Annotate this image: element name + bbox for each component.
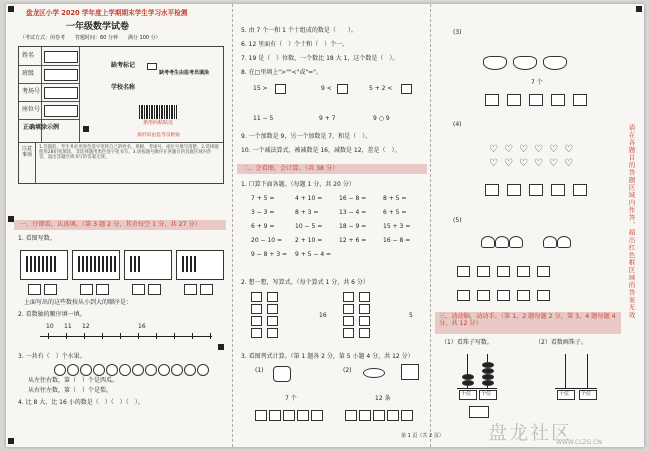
fruit-icon: [158, 364, 170, 376]
banana-icon: [513, 56, 537, 70]
answer-box[interactable]: [96, 284, 109, 295]
fill-box[interactable]: [343, 328, 354, 338]
counting-stick: [82, 256, 84, 272]
answer-box[interactable]: [148, 284, 161, 295]
reg-mark-bl: [8, 438, 14, 444]
absent-mark-note: 缺考考生由监考员填涂: [159, 70, 210, 76]
counting-stick: [30, 256, 32, 272]
heart-icon: ♡: [504, 158, 513, 169]
fill-box[interactable]: [359, 304, 370, 314]
student-info-table: [18, 46, 224, 184]
part-5-label: (5): [453, 217, 462, 224]
q7-text: 7. 19 是（ ）位数，一个数比 18 大 1，这个数是（ ）。: [241, 55, 399, 62]
counting-stick: [98, 256, 100, 272]
part-5-box[interactable]: [457, 266, 470, 277]
q4-text: 4. 比 8 大，比 16 小的数是（ ）（ ）（ ）。: [18, 399, 144, 406]
numline-tick: [120, 333, 121, 339]
oral-item: 16 − 8 =: [383, 237, 411, 244]
counting-stick: [78, 256, 80, 272]
part-5-box[interactable]: [497, 290, 510, 301]
heart-icon: ♡: [519, 144, 528, 155]
answer-box[interactable]: [80, 284, 93, 295]
counting-stick: [106, 256, 108, 272]
oral-item: 15 + 3 =: [383, 223, 411, 230]
column-1: [6, 4, 230, 447]
oral-item: 9 + 5 − 4 =: [295, 251, 332, 258]
q1-text: 1. 看图写数。: [18, 235, 56, 242]
heart-icon: ♡: [534, 158, 543, 169]
absent-mark-box[interactable]: [147, 63, 157, 70]
fill-box[interactable]: [343, 292, 354, 302]
oral-item: 18 − 9 =: [339, 223, 367, 230]
part-3-count: 7 个: [531, 79, 543, 86]
section-1-band: [14, 220, 226, 230]
pic-num-1: (1): [255, 367, 264, 374]
oral-item: 8 + 3 =: [295, 209, 319, 216]
barcode-label: 条形码粘贴处: [143, 120, 174, 126]
pic-answer-box[interactable]: [255, 410, 267, 421]
fish-icon: [363, 368, 385, 378]
answer-box[interactable]: [184, 284, 197, 295]
watermark-url: WWW.CLZG.CN: [556, 439, 602, 446]
q3b-text: 从右往左数，第（ ）个是梨。: [28, 387, 113, 394]
cmp-1: 15 >: [253, 85, 268, 92]
counting-stick: [90, 256, 92, 272]
q9-text: 9. 一个加数是 9，另一个加数是 7，和是（ ）。: [241, 133, 372, 140]
basket-icon: [273, 366, 291, 382]
oral-item: 10 − 5 =: [295, 223, 323, 230]
cake-icon: [509, 236, 523, 248]
numline-tick: [210, 333, 211, 339]
pic-answer-box[interactable]: [401, 410, 413, 421]
cmp-5: 9 + 7: [319, 115, 336, 122]
q2-text: 2. 看数轴的顺序填一填。: [18, 311, 86, 318]
counting-stick: [46, 256, 48, 272]
fill-example-mark: [83, 126, 89, 132]
q1-order-line: 上面写出的这些数按从小到大的顺序是：: [24, 299, 133, 306]
fill-box[interactable]: [267, 304, 278, 314]
heart-icon: ♡: [504, 144, 513, 155]
fruit-icon: [197, 364, 209, 376]
fill-example-label: 正确填涂示例: [23, 124, 60, 131]
seat-field[interactable]: [44, 105, 78, 117]
q3a-text: 从左往右数，第（ ）个是西瓜。: [28, 377, 119, 384]
part-5-box[interactable]: [477, 290, 490, 301]
side-note: 请在各题目的答题区域内作答，超出红色框区域的答案无效: [627, 124, 636, 319]
oral-intro: 1. 口算下面各题。（每题 1 分，共 20 分）: [241, 181, 355, 188]
notes-text: 1.答题前，考生务必用黑色签字笔将自己的姓名、班级、考场号、座位号填写清楚。2.选择题使用2B铅笔填涂，非选择题用黑色签字笔书写。3.请按题号顺序在各题目的答题区域内作答，超出答题区域书写的答案无效。: [39, 145, 219, 161]
counting-stick: [38, 256, 40, 272]
fruit-icon: [80, 364, 92, 376]
answer-box[interactable]: [28, 284, 41, 295]
reg-mark-tl: [8, 6, 14, 12]
part-3-box[interactable]: [485, 94, 499, 106]
part-5-box[interactable]: [477, 266, 490, 277]
oral-item: 2 + 10 =: [295, 237, 323, 244]
pic-num-2: (2): [343, 367, 352, 374]
fill-box[interactable]: [359, 316, 370, 326]
section-2-title: 二、会看图，会计算。（共 38 分）: [243, 165, 339, 172]
pic-label-1: 7 个: [285, 395, 297, 402]
counting-stick: [190, 256, 192, 272]
abacus-2-ones: 个位: [581, 391, 592, 397]
heart-icon: ♡: [564, 144, 573, 155]
notes-label: 注意事项: [22, 146, 33, 158]
part-3-label: (3): [453, 29, 462, 36]
abacus-2-tens: 十位: [559, 391, 570, 397]
q8-text: 8. 在□里填上">""<"或"="。: [241, 69, 322, 76]
counting-stick: [102, 256, 104, 272]
fruit-icon: [54, 364, 66, 376]
class-field[interactable]: [44, 69, 78, 81]
fruit-icon: [184, 364, 196, 376]
part-4-box[interactable]: [529, 184, 543, 196]
cmp-box-1[interactable]: [275, 84, 286, 94]
counting-stick: [114, 256, 116, 272]
part-5-box[interactable]: [497, 266, 510, 277]
pic-answer-box[interactable]: [359, 410, 371, 421]
numline-16: 16: [138, 323, 146, 330]
heart-icon: ♡: [564, 158, 573, 169]
fruit-icon: [119, 364, 131, 376]
part-5-box[interactable]: [537, 290, 550, 301]
part-5-box[interactable]: [537, 266, 550, 277]
counting-stick: [94, 256, 96, 272]
oral-item: 6 + 9 =: [251, 223, 275, 230]
fill-box[interactable]: [359, 328, 370, 338]
room-field[interactable]: [44, 87, 78, 99]
numline-12: 12: [82, 323, 90, 330]
fill-total-2: 5: [409, 312, 413, 319]
cmp-2: 9 <: [321, 85, 332, 92]
part-3-box[interactable]: [551, 94, 565, 106]
name-field[interactable]: [44, 51, 78, 63]
oral-item: 9 − 8 + 3 =: [251, 251, 288, 258]
abacus-q1: （1）看珠子写数。: [441, 339, 493, 346]
banana-icon: [483, 56, 507, 70]
part-3-box[interactable]: [529, 94, 543, 106]
pic-answer-box[interactable]: [269, 410, 281, 421]
fill-box[interactable]: [267, 328, 278, 338]
column-2: [232, 4, 429, 447]
counting-stick: [42, 256, 44, 272]
counting-stick: [26, 256, 28, 272]
numline-tick: [138, 333, 139, 339]
label-room: 考场号: [22, 88, 41, 95]
oral-item: 4 + 10 =: [295, 195, 323, 202]
part-5-box[interactable]: [457, 290, 470, 301]
side-column: [622, 4, 644, 447]
pic-label-2: 12 条: [375, 395, 391, 402]
counting-stick: [50, 256, 52, 272]
answer-box[interactable]: [132, 284, 145, 295]
counting-stick: [186, 256, 188, 272]
bead-icon: [482, 380, 494, 386]
page-footer: 第 1 页（共 2 页）: [401, 433, 444, 439]
counting-stick: [34, 256, 36, 272]
fill-total-1: 16: [319, 312, 327, 319]
q5-text: 5. 由 7 个一和 1 个十组成的数是（ ）。: [241, 27, 357, 34]
cake-icon: [543, 236, 557, 248]
counting-stick: [194, 256, 196, 272]
fruit-icon: [132, 364, 144, 376]
oral-item: 20 − 10 =: [251, 237, 283, 244]
counting-stick: [110, 256, 112, 272]
answer-box[interactable]: [44, 284, 57, 295]
reg-mark-c1: [218, 344, 224, 350]
pic-answer-box[interactable]: [311, 410, 323, 421]
counting-stick: [138, 256, 140, 272]
school-label: 学校名称: [111, 84, 136, 91]
cmp-box-3[interactable]: [401, 84, 412, 94]
fill-box[interactable]: [343, 316, 354, 326]
part-5-box[interactable]: [517, 290, 530, 301]
absent-mark-label: 缺考标记: [111, 62, 136, 69]
numline-tick: [192, 333, 193, 339]
fruit-icon: [106, 364, 118, 376]
fruit-icon: [145, 364, 157, 376]
fill-box[interactable]: [267, 292, 278, 302]
banana-icon: [543, 56, 567, 70]
fill-box[interactable]: [251, 304, 262, 314]
section-1-title: 一、仔细看，认真填。（第 3 题 2 分，其余每空 1 分，共 27 分）: [20, 221, 201, 228]
part-4-box[interactable]: [485, 184, 499, 196]
abacus-1-ones: 个位: [481, 391, 492, 397]
watermark-logo: 盘龙社区: [488, 422, 573, 444]
numline-tick: [84, 333, 85, 339]
oral-item: 12 + 6 =: [339, 237, 367, 244]
barcode-note: 条形码由监考员粘贴: [137, 133, 181, 138]
label-class: 班级: [22, 70, 35, 77]
counting-stick: [130, 256, 132, 272]
fill-box[interactable]: [251, 316, 262, 326]
q10-text: 10. 一个减法算式，被减数是 16，减数是 12，差是（ ）。: [241, 147, 401, 154]
numline-tick: [102, 333, 103, 339]
barcode-graphic: [139, 105, 177, 119]
numline-11: 11: [64, 323, 72, 330]
label-seat: 座位号: [22, 106, 41, 113]
fill-box[interactable]: [267, 316, 278, 326]
answer-box[interactable]: [200, 284, 213, 295]
fill-box[interactable]: [343, 304, 354, 314]
exam-meta: （考试方式：闭卷考 答题时间：60 分钟 满分 100 分）: [20, 35, 161, 41]
abacus-1-tens: 十位: [461, 391, 472, 397]
reg-mark-tr: [636, 6, 642, 12]
numline-tick: [156, 333, 157, 339]
part-4-box[interactable]: [551, 184, 565, 196]
exam-subject: 一年级数学试卷: [66, 22, 130, 32]
part-3-box[interactable]: [573, 94, 587, 106]
reg-mark-ml: [8, 216, 14, 222]
counting-stick: [54, 256, 56, 272]
column-3: [401, 4, 621, 447]
oral-item: 3 − 3 =: [251, 209, 275, 216]
bead-icon: [462, 380, 474, 386]
numline-tick: [48, 333, 49, 339]
part-4-box[interactable]: [573, 184, 587, 196]
numline-tick: [174, 333, 175, 339]
fruit-icon: [93, 364, 105, 376]
numline-10: 10: [46, 323, 54, 330]
oral-item: 6 + 5 =: [383, 209, 407, 216]
pic-intro: 3. 看图列式计算。（第 1 题各 2 分，第 5 小题 4 分，共 12 分）: [241, 353, 414, 360]
fill-box[interactable]: [251, 328, 262, 338]
pic-answer-box[interactable]: [387, 410, 399, 421]
section-3-title: 三、动动脑，动动手。（第 1、2 题每题 2 分，第 3、4 题每题 4 分，共 12 分）: [439, 313, 616, 328]
section-2-band: [237, 164, 427, 174]
heart-icon: ♡: [534, 144, 543, 155]
exam-title: 盘龙区小学 2020 学年度上学期期末学生学习水平检测: [26, 9, 188, 17]
cmp-6: 9 ○ 9: [373, 115, 390, 122]
watermelon-icon: [67, 364, 79, 376]
heart-icon: ♡: [549, 158, 558, 169]
heart-icon: ♡: [549, 144, 558, 155]
oral-item: 13 − 4 =: [339, 209, 367, 216]
heart-icon: ♡: [489, 144, 498, 155]
oral-item: 7 + 5 =: [251, 195, 275, 202]
fill-box[interactable]: [359, 292, 370, 302]
abacus-q2: （2）看数画珠子。: [535, 339, 587, 346]
cake-icon: [481, 236, 495, 248]
part-3-box[interactable]: [507, 94, 521, 106]
oral-item: 8 + 5 =: [383, 195, 407, 202]
fish-tank-icon: [401, 364, 419, 380]
cmp-4: 11 − 5: [253, 115, 274, 122]
fill-box[interactable]: [251, 292, 262, 302]
heart-icon: ♡: [489, 158, 498, 169]
counting-stick: [86, 256, 88, 272]
heart-icon: ♡: [519, 158, 528, 169]
cmp-box-2[interactable]: [337, 84, 348, 94]
counting-stick: [134, 256, 136, 272]
numline-tick: [66, 333, 67, 339]
pic-answer-box[interactable]: [283, 410, 295, 421]
counting-stick: [182, 256, 184, 272]
cmp-3: 5 + 2 <: [369, 85, 393, 92]
q6-text: 6. 12 里面有（ ）个十和（ ）个一。: [241, 41, 349, 48]
abacus-1-answer[interactable]: [469, 406, 489, 418]
q3-text: 3. 一共有（ ）个水果。: [18, 353, 86, 360]
cake-icon: [495, 236, 509, 248]
pic-answer-box[interactable]: [297, 410, 309, 421]
fruit-icon: [171, 364, 183, 376]
pic-answer-box[interactable]: [373, 410, 385, 421]
oral-item: 16 − 8 =: [339, 195, 367, 202]
fill-intro: 2. 想一想，写算式。（每个算式 1 分，共 6 分）: [241, 279, 369, 286]
part-4-box[interactable]: [507, 184, 521, 196]
label-name: 姓名: [22, 52, 35, 59]
part-5-box[interactable]: [517, 266, 530, 277]
pic-answer-box[interactable]: [345, 410, 357, 421]
cake-icon: [557, 236, 571, 248]
part-4-label: (4): [453, 121, 462, 128]
section-3-band: [435, 312, 621, 334]
exam-sheet: [6, 4, 644, 447]
